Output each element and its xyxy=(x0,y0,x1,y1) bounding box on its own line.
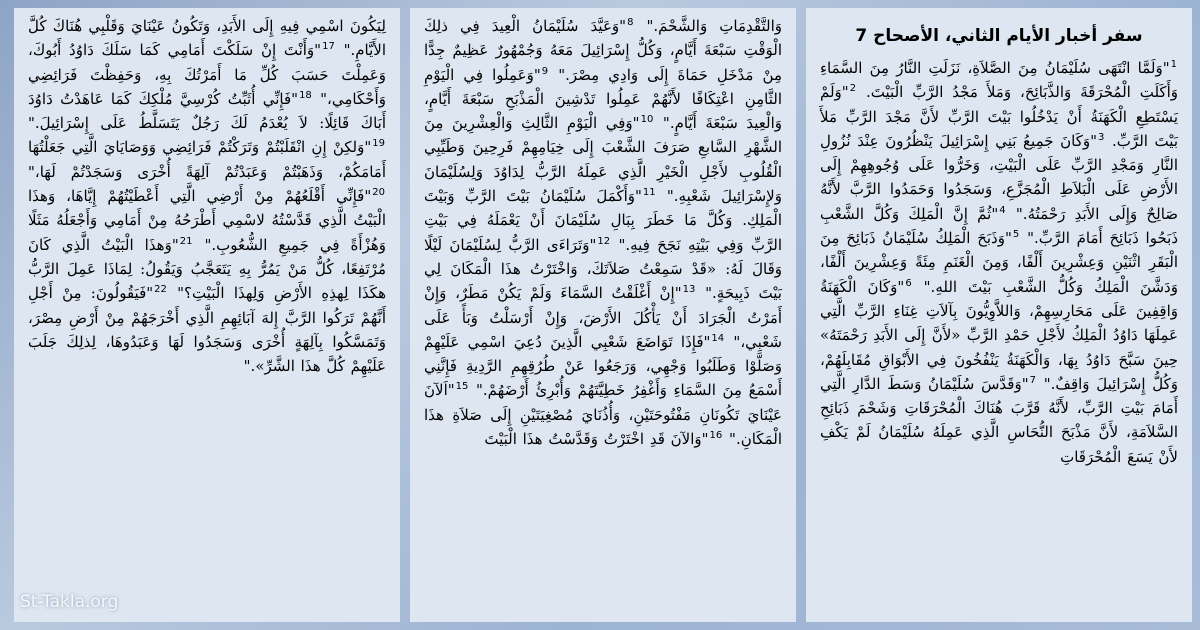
verse-number: 16 xyxy=(709,430,723,442)
verse-text: "وَأَنْتَ إِنْ سَلَكْتَ أَمَامِي كَمَا سَلَكَ دَاوُدُ أَبُوكَ، وَعَمِلْتَ حَسَبَ كُلِّ مَا أَمَرْتُكَ بِهِ، وَحَفِظْتَ فَرَائِضِي وَأَحْكَامِي،" xyxy=(28,41,386,108)
verse-text: "فَإِذَا تَوَاضَعَ شَعْبِي الَّذِينَ دُعِيَ اسْمِي عَلَيْهِمْ وَصَلَّوْا وَطَلَبُوا وَجْهِي، وَرَجَعُوا عَنْ طُرُقِهِمِ الرَّدِيةِ فَإِنَّنِي أَسْمَعُ مِنَ السَّمَاءِ وَأَغْفِرُ خَطِيَّتَهُمْ وَأُبْرِئُ أَرْضَهُمْ." xyxy=(424,332,782,400)
verse-number: 17 xyxy=(322,41,335,53)
verse-number: 9 xyxy=(541,65,549,77)
verse-text: "وَتَرَاءَى الرَّبُّ لِسُلَيْمَانَ لَيْلًا وَقَالَ لَهُ: «قَدْ سَمِعْتُ صَلاَتَكَ، وَاخْتَرْتُ هذَا الْمَكَانَ لِي بَيْتَ ذَبِيحَةٍ." xyxy=(424,235,782,303)
verse-text: "إِنْ أَغْلَقْتُ السَّمَاءَ وَلَمْ يَكُنْ مَطَرٌ، وَإِنْ أَمَرْتُ الْجَرَادَ أَنْ يَأْكُلَ الأَرْضَ، وَإِنْ أَرْسَلْتُ وَبَأً عَلَى شَعْبِي،" xyxy=(424,284,782,351)
verse-number: 2 xyxy=(849,83,857,95)
verse-text: "وَأَكْمَلَ سُلَيْمَانُ بَيْتَ الرَّبِّ وَبَيْتَ الْمَلِكِ. وَكُلَّ مَا خَطَرَ بِبَالِ سُلَيْمَانَ أَنْ يَعْمَلَهُ فِي بَيْتِ الرَّبِّ وَفِي بَيْتِهِ نَجَحَ فِيهِ." xyxy=(424,187,782,254)
verse-text: "وَعَمِلُوا فِي الْيَوْمِ الثَّامِنِ اعْتِكَافًا لأَنَّهُمْ عَمِلُوا تَدْشِينَ الْمَذْبَحِ سَبْعَةَ أَيَّامٍ، وَالْعِيدَ سَبْعَةَ أَيَّامٍ." xyxy=(424,65,782,133)
verse-number: 1 xyxy=(1170,59,1177,70)
verse-text: "وَلَمْ يَسْتَطِعِ الْكَهَنَةُ أَنْ يَدْخُلُوا بَيْتَ الرَّبِّ لأَنَّ مَجْدَ الرَّبِّ مَلأَ بَيْتَ الرَّبِّ. xyxy=(820,83,1178,150)
column-right xyxy=(806,8,1192,622)
verse-text: "ثُمَّ إِنَّ الْمَلِكَ وَكُلَّ الشَّعْبِ ذَبَحُوا ذَبَائِحَ أَمَامَ الرَّبِّ." xyxy=(820,204,1179,248)
verse-number: 22 xyxy=(154,284,167,296)
chapter-title: سفر أخبار الأيام الثاني، الأصحاح 7 xyxy=(855,26,1143,46)
verse-number: 14 xyxy=(711,332,725,344)
verse-number: 20 xyxy=(372,187,385,199)
site-watermark: St-Takla.org xyxy=(20,592,119,612)
verse-text: "وَالآنَ قَدِ اخْتَرْتُ وَقَدَّسْتُ هذَا الْبَيْتَ xyxy=(484,430,709,449)
column-middle-text xyxy=(424,14,782,451)
verse-number: 3 xyxy=(1098,131,1105,143)
verse-number: 15 xyxy=(455,381,469,393)
verse-number: 7 xyxy=(1029,374,1036,386)
verse-number: 19 xyxy=(372,138,385,150)
verse-number: 11 xyxy=(642,187,656,199)
verse-number: 13 xyxy=(682,284,696,296)
verse-text: "فَيَقُولُونَ: مِنْ أَجْلِ أَنَّهُمْ تَرَكُوا الرَّبَّ إِلهَ آبَائِهِمِ الَّذِي أَخْرَجَهُمْ مِنْ أَرْضِ مِصْرَ، وَتَمَسَّكُوا بِآلِهَةٍ أُخْرَى وَسَجَدُوا لَهَا وَعَبَدُوهَا، لِذلِكَ جَلَبَ عَلَيْهِمْ كُلَّ هذَا الشَّرِّ»." xyxy=(28,284,386,376)
verse-number: 4 xyxy=(999,204,1006,216)
verse-number: 21 xyxy=(179,235,193,247)
verse-text: لِيَكُونَ اسْمِي فِيهِ إِلَى الأَبَدِ، وَتَكُونُ عَيْنَايَ وَقَلْبِي هُنَاكَ كُلَّ الأَيَّامِ." xyxy=(28,17,386,60)
verse-text: "وَعَيَّدَ سُلَيْمَانُ الْعِيدَ فِي ذلِكَ الْوَقْتِ سَبْعَةَ أَيَّامٍ، وَكُلُّ إِسْرَائِيلَ مَعَهُ وَجُمْهُورٌ عَظِيمٌ جِدًّا مِنْ مَدْخَلِ حَمَاةَ إِلَى وَادِي مِصْرَ." xyxy=(424,17,782,84)
verse-text: "وَفِي الْيَوْمِ الثَّالِثِ وَالْعِشْرِينَ مِنَ الشَّهْرِ السَّابعِ صَرَفَ الشَّعْبَ إِلَى خِيَامِهِمْ فَرِحِينَ وَطَيِّبِي الْقُلُوبِ لأَجْلِ الْخَيْرِ الَّذِي عَمِلَهُ الرَّبُّ لِدَاوُدَ وَلِسُلَيْمَانَ وَلإِسْرَائِيلَ شَعْبِهِ." xyxy=(424,114,782,206)
verse-number: 10 xyxy=(640,114,654,126)
verse-text: "وَلَمَّا انْتَهَى سُلَيْمَانُ مِنَ الصَّلاَةِ، نَزَلَتِ النَّارُ مِنَ السَّمَاءِ وَأَكَلَتِ الْمُحْرَقَةَ وَالذَّبَائِحَ، وَمَلأَ مَجْدُ الرَّبِّ الْبَيْتَ. xyxy=(820,59,1178,102)
verse-text: "فَإِنِّي أُثَبِّتُ كُرْسِيَّ مُلْكِكَ كَمَا عَاهَدْتُ دَاوُدَ أَبَاكَ قَائِلًا: لاَ يُعْدَمُ لَكَ رَجُلٌ يَتَسَلَّطُ عَلَى إِسْرَائِيلَ." xyxy=(28,89,386,133)
verse-text: "وَهذَا الْبَيْتُ الَّذِي كَانَ مُرْتَفِعًا، كُلُّ مَنْ يَمُرُّ بِهِ يَتَعَجَّبُ وَيَقُولُ: لِمَاذَا عَمِلَ الرَّبُّ هكَذَا لِهذِهِ الأَرْضِ وَلِهذَا الْبَيْتِ؟" xyxy=(28,235,386,303)
verse-number: 12 xyxy=(597,235,611,247)
verse-text: "وَقَدَّسَ سُلَيْمَانُ وَسَطَ الدَّارِ الَّتِي أَمَامَ بَيْتِ الرَّبِّ، لأَنَّهُ قَرَّبَ هُنَاكَ الْمُحْرَقَاتِ وَشَحْمَ ذَبَائِحِ السَّلاَمَةِ، لأَنَّ مَذْبَحَ النُّحَاسِ الَّذِي عَمِلَهُ سُلَيْمَانُ لَمْ يَكْفِ لأَنْ يَسَعَ الْمُحْرَقَاتِ xyxy=(820,374,1178,466)
verse-number: 5 xyxy=(1012,229,1020,241)
column-left xyxy=(14,8,400,622)
verse-text: وَالتَّقْدِمَاتِ وَالشَّحْمَ." xyxy=(646,17,782,35)
verse-number: 6 xyxy=(905,277,912,289)
verse-text: "اَلآنَ عَيْنَايَ تَكُونَانِ مَفْتُوحَتَيْنِ، وَأُذُنَايَ مُصْغِيَتَيْنِ إِلَى صَلاَةِ هذَا الْمَكَانِ." xyxy=(424,381,782,449)
verse-text: "وَكَانَ الْكَهَنَةُ وَاقِفِينَ عَلَى مَحَارِسِهِمْ، وَاللاَّوِيُّونَ بِآلاَتِ غِنَاءِ الرَّبِّ الَّتِي عَمِلَهَا دَاوُدُ الْمَلِكُ لأَجْلِ حَمْدِ الرَّبِّ «لأَنَّ إِلَى الأَبَدِ رَحْمَتَهُ» حِينَ سَبَّحَ دَاوُدُ بِهَا، وَالْكَهَنَةُ يَنْفُخُونَ فِي الأَبْوَاقِ مُقَابِلَهُمْ، وَكُلُّ إِسْرَائِيلَ وَاقِفٌ." xyxy=(820,277,1178,393)
verse-number: 8 xyxy=(627,17,634,28)
column-right-text xyxy=(820,56,1178,469)
verse-text: "فَإِنِّي أَقْلَعُهُمْ مِنْ أَرْضِي الَّتِي أَعْطَيْتُهُمْ إِيَّاهَا، وَهذَا الْبَيْتُ الَّذِي قَدَّسْتُهُ لاسْمِي أَطْرَحُهُ مِنْ أَمَامِي وَأَجْعَلُهُ مَثَلًا وَهُزْأَةً فِي جَمِيعِ الشُّعُوبِ." xyxy=(28,187,386,254)
column-middle xyxy=(410,8,796,622)
verse-text: "وَكَانَ جَمِيعُ بَنِي إِسْرَائِيلَ يَنْظُرُونَ عِنْدَ نُزُولِ النَّارِ وَمَجْدِ الرَّبِّ عَلَى الْبَيْتِ، وَخَرُّوا عَلَى وُجُوهِهِمْ إِلَى الأَرْضِ عَلَى الْبَلاَطِ الْمُجَزَّعِ، وَسَجَدُوا وَحَمَدُوا الرَّبَّ لأَنَّهُ صَالِحٌ وَإِلَى الأَبَدِ رَحْمَتُهُ." xyxy=(820,131,1178,223)
verse-text: "وَذَبَحَ الْمَلِكُ سُلَيْمَانُ ذَبَائِحَ مِنَ الْبَقَرِ اثْنَيْنِ وَعِشْرِينَ أَلْفًا، وَمِنَ الْغَنَمِ مِئَةً وَعِشْرِينَ أَلْفًا، وَدَشَّنَ الْمَلِكُ وَكُلُّ الشَّعْبِ بَيْتَ اللهِ." xyxy=(820,229,1178,296)
verse-text: "وَلكِنْ إِنِ انْقَلَبْتُمْ وَتَرَكْتُمْ فَرَائِضِي وَوَصَايَايَ الَّتِي جَعَلْتُهَا أَمَامَكُمْ، وَذَهَبْتُمْ وَعَبَدْتُمْ آلِهَةً أُخْرَى وَسَجَدْتُمْ لَهَا،" xyxy=(28,138,386,181)
verse-number: 18 xyxy=(299,89,312,101)
column-left-text xyxy=(28,14,386,378)
